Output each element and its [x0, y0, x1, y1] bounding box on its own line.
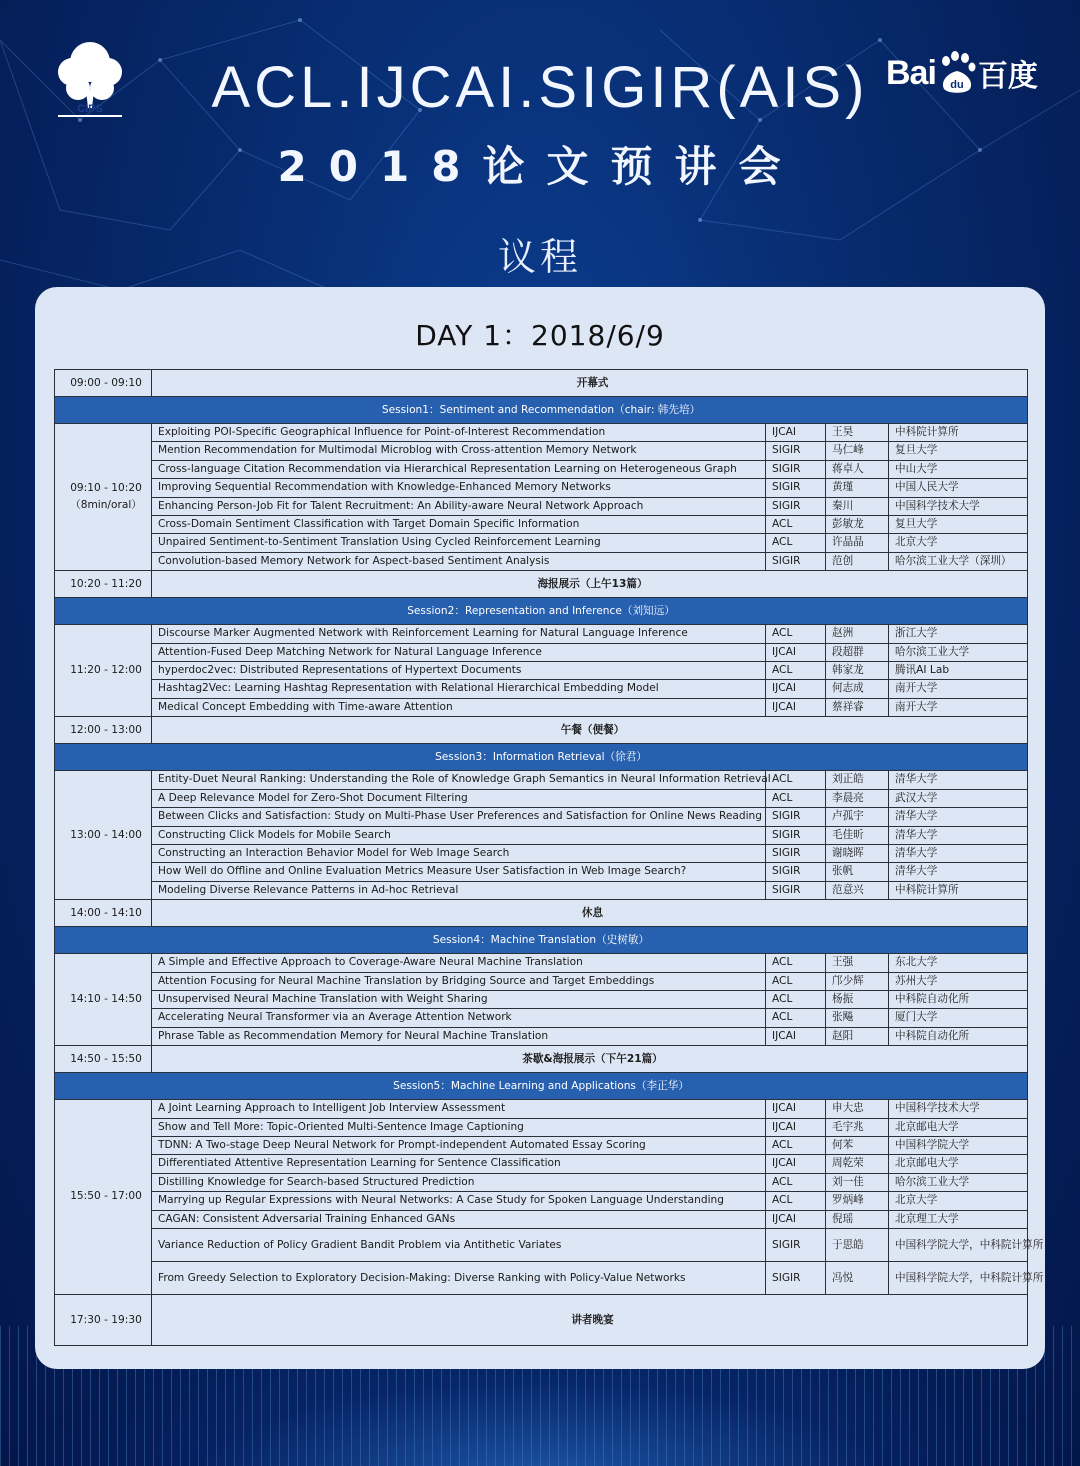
- paper-affiliation: 复旦大学: [889, 442, 1028, 460]
- paper-row: [55, 808, 1028, 826]
- session-time-note: （8min/oral）: [70, 499, 142, 512]
- paper-affiliation: 复旦大学: [889, 516, 1028, 534]
- paper-row: [55, 442, 1028, 460]
- paper-row: [55, 1155, 1028, 1173]
- session-header-session2: [55, 598, 1028, 625]
- paper-title: Marrying up Regular Expressions with Neural Networks: A Case Study for Spoken Language Understanding: [152, 1192, 766, 1210]
- paper-title: Variance Reduction of Policy Gradient Bandit Problem via Antithetic Variates: [152, 1229, 766, 1262]
- paper-row: [55, 863, 1028, 881]
- paper-venue: SIGIR: [766, 479, 826, 497]
- paper-speaker: 马仁峰: [826, 442, 889, 460]
- event-label: 讲者晚宴: [152, 1295, 1028, 1346]
- paper-row: [55, 662, 1028, 680]
- schedule-row-poster1: [55, 571, 1028, 598]
- paper-speaker: 黄瑾: [826, 479, 889, 497]
- paper-title: Convolution-based Memory Network for Aspect-based Sentiment Analysis: [152, 552, 766, 570]
- paper-venue: ACL: [766, 534, 826, 552]
- time-cell: 14:50 - 15:50: [55, 1046, 152, 1073]
- paper-speaker: 赵洲: [826, 625, 889, 643]
- time-cell: [55, 954, 152, 1046]
- paper-affiliation: 清华大学: [889, 808, 1028, 826]
- paper-venue: ACL: [766, 1136, 826, 1154]
- paper-affiliation: 中国人民大学: [889, 479, 1028, 497]
- paper-speaker: 许晶晶: [826, 534, 889, 552]
- paper-row: [55, 552, 1028, 570]
- paper-title: Enhancing Person-Job Fit for Talent Recruitment: An Ability-aware Neural Network Approach: [152, 497, 766, 515]
- paper-speaker: 周乾荣: [826, 1155, 889, 1173]
- agenda-heading: 议程: [497, 235, 582, 279]
- paper-title: Improving Sequential Recommendation with Knowledge-Enhanced Memory Networks: [152, 479, 766, 497]
- paper-row: [55, 990, 1028, 1008]
- paper-speaker: 刘一佳: [826, 1173, 889, 1191]
- paper-venue: ACL: [766, 1192, 826, 1210]
- event-label: 午餐（便餐）: [152, 717, 1028, 744]
- paper-title: Discourse Marker Augmented Network with Reinforcement Learning for Natural Language Inference: [152, 625, 766, 643]
- paper-title: Unpaired Sentiment-to-Sentiment Translation Using Cycled Reinforcement Learning: [152, 534, 766, 552]
- paper-title: Attention Focusing for Neural Machine Translation by Bridging Source and Target Embeddings: [152, 972, 766, 990]
- paper-row: [55, 625, 1028, 643]
- time-cell: [55, 424, 152, 571]
- paper-speaker: 李晨亮: [826, 789, 889, 807]
- paper-venue: IJCAI: [766, 1155, 826, 1173]
- paper-title: A Simple and Effective Approach to Coverage-Aware Neural Machine Translation: [152, 954, 766, 972]
- paper-venue: ACL: [766, 662, 826, 680]
- paper-speaker: 韩家龙: [826, 662, 889, 680]
- paper-title: Show and Tell More: Topic-Oriented Multi-Sentence Image Captioning: [152, 1118, 766, 1136]
- paper-affiliation: 中科院自动化所: [889, 1027, 1028, 1045]
- session-title: Session1：Sentiment and Recommendation（chair: 韩先培）: [55, 397, 1028, 424]
- paper-title: Modeling Diverse Relevance Patterns in Ad-hoc Retrieval: [152, 881, 766, 899]
- paper-venue: ACL: [766, 954, 826, 972]
- session-header-session1: [55, 397, 1028, 424]
- time-cell: 17:30 - 19:30: [55, 1295, 152, 1346]
- paper-venue: ACL: [766, 990, 826, 1008]
- paper-venue: SIGIR: [766, 1262, 826, 1295]
- paper-speaker: 何苯: [826, 1136, 889, 1154]
- paper-affiliation: 北京邮电大学: [889, 1118, 1028, 1136]
- session-time: 11:20 - 12:00: [70, 664, 142, 677]
- paper-title: Cross-Domain Sentiment Classification with Target Domain Specific Information: [152, 516, 766, 534]
- paper-affiliation: 北京理工大学: [889, 1210, 1028, 1228]
- paper-title: Mention Recommendation for Multimodal Microblog with Cross-attention Memory Network: [152, 442, 766, 460]
- session-title: Session3：Information Retrieval（徐君）: [55, 744, 1028, 771]
- paper-title: Exploiting POI-Specific Geographical Influence for Point-of-Interest Recommendation: [152, 424, 766, 442]
- paper-row: [55, 497, 1028, 515]
- paper-affiliation: 清华大学: [889, 826, 1028, 844]
- paper-speaker: 王强: [826, 954, 889, 972]
- paper-speaker: 赵阳: [826, 1027, 889, 1045]
- paper-title: Medical Concept Embedding with Time-aware Attention: [152, 698, 766, 716]
- paper-affiliation: 中山大学: [889, 460, 1028, 478]
- paper-title: Unsupervised Neural Machine Translation with Weight Sharing: [152, 990, 766, 1008]
- paper-affiliation: 清华大学: [889, 863, 1028, 881]
- paper-title: Constructing an Interaction Behavior Model for Web Image Search: [152, 844, 766, 862]
- paper-row: [55, 1262, 1028, 1295]
- paper-venue: IJCAI: [766, 1027, 826, 1045]
- paper-row: [55, 643, 1028, 661]
- event-title: ACL.IJCAI.SIGIR(AIS): [211, 55, 869, 120]
- paper-row: [55, 1210, 1028, 1228]
- event-label: 休息: [152, 900, 1028, 927]
- paper-row: [55, 1009, 1028, 1027]
- session-time: 13:00 - 14:00: [70, 828, 142, 841]
- session-header-session4: [55, 927, 1028, 954]
- paper-venue: IJCAI: [766, 1118, 826, 1136]
- baidu-logo-cn: 百度: [977, 59, 1038, 94]
- paper-speaker: 罗炳峰: [826, 1192, 889, 1210]
- event-label: 茶歇&海报展示（下午21篇）: [152, 1046, 1028, 1073]
- paper-affiliation: 北京大学: [889, 1192, 1028, 1210]
- paper-title: hyperdoc2vec: Distributed Representations of Hypertext Documents: [152, 662, 766, 680]
- paper-affiliation: 哈尔滨工业大学: [889, 643, 1028, 661]
- paper-title: Hashtag2Vec: Learning Hashtag Representation with Relational Hierarchical Embedding Model: [152, 680, 766, 698]
- paper-venue: SIGIR: [766, 863, 826, 881]
- paper-affiliation: 中国科学院大学: [889, 1136, 1028, 1154]
- paper-row: [55, 460, 1028, 478]
- paper-affiliation: 南开大学: [889, 698, 1028, 716]
- schedule-row-dinner: [55, 1295, 1028, 1346]
- schedule-row-break1: [55, 900, 1028, 927]
- paper-venue: ACL: [766, 1009, 826, 1027]
- paper-speaker: 杨振: [826, 990, 889, 1008]
- paper-row: [55, 479, 1028, 497]
- paper-speaker: 蔡祥睿: [826, 698, 889, 716]
- time-cell: 09:00 - 09:10: [55, 370, 152, 397]
- paper-title: Attention-Fused Deep Matching Network for Natural Language Inference: [152, 643, 766, 661]
- paper-row: [55, 1229, 1028, 1262]
- paper-title: Phrase Table as Recommendation Memory for Neural Machine Translation: [152, 1027, 766, 1045]
- paper-venue: ACL: [766, 1173, 826, 1191]
- paper-title: Cross-language Citation Recommendation via Hierarchical Representation Learning on Heterogeneous Graph: [152, 460, 766, 478]
- paper-venue: SIGIR: [766, 844, 826, 862]
- paper-title: A Deep Relevance Model for Zero-Shot Document Filtering: [152, 789, 766, 807]
- schedule-row-lunch: [55, 717, 1028, 744]
- paper-title: Between Clicks and Satisfaction: Study on Multi-Phase User Preferences and Satisfaction for Online News Reading: [152, 808, 766, 826]
- paper-venue: ACL: [766, 771, 826, 789]
- paper-affiliation: 中国科学技术大学: [889, 497, 1028, 515]
- session-header-session5: [55, 1073, 1028, 1100]
- session-time: 09:10 - 10:20: [70, 481, 142, 494]
- session-time: 14:10 - 14:50: [70, 992, 142, 1005]
- paper-venue: IJCAI: [766, 698, 826, 716]
- paper-speaker: 冯悦: [826, 1262, 889, 1295]
- paper-affiliation: 中国科学技术大学: [889, 1100, 1028, 1118]
- paper-venue: ACL: [766, 516, 826, 534]
- paper-speaker: 秦川: [826, 497, 889, 515]
- paper-affiliation: 哈尔滨工业大学（深圳）: [889, 552, 1028, 570]
- paper-venue: IJCAI: [766, 643, 826, 661]
- day-title: DAY 1：2018/6/9: [415, 319, 665, 352]
- agenda-table: [54, 369, 1044, 1346]
- paper-venue: SIGIR: [766, 552, 826, 570]
- paper-affiliation: 清华大学: [889, 844, 1028, 862]
- paper-speaker: 卢孤宇: [826, 808, 889, 826]
- time-cell: [55, 771, 152, 900]
- paper-affiliation: 南开大学: [889, 680, 1028, 698]
- paper-title: Accelerating Neural Transformer via an Average Attention Network: [152, 1009, 766, 1027]
- paper-row: [55, 1118, 1028, 1136]
- paper-speaker: 邝少辉: [826, 972, 889, 990]
- paper-row: [55, 771, 1028, 789]
- paper-row: [55, 698, 1028, 716]
- paper-row: [55, 954, 1028, 972]
- paper-title: TDNN: A Two-stage Deep Neural Network for Prompt-independent Automated Essay Scoring: [152, 1136, 766, 1154]
- paper-row: [55, 1100, 1028, 1118]
- paper-row: [55, 881, 1028, 899]
- paper-title: Distilling Knowledge for Search-based Structured Prediction: [152, 1173, 766, 1191]
- paper-speaker: 蒋卓人: [826, 460, 889, 478]
- paper-venue: SIGIR: [766, 881, 826, 899]
- paper-venue: ACL: [766, 625, 826, 643]
- paper-row: [55, 1136, 1028, 1154]
- paper-venue: IJCAI: [766, 680, 826, 698]
- paper-title: From Greedy Selection to Exploratory Decision-Making: Diverse Ranking with Policy-Value Networks: [152, 1262, 766, 1295]
- paper-speaker: 毛佳昕: [826, 826, 889, 844]
- paper-speaker: 毛宇兆: [826, 1118, 889, 1136]
- paper-affiliation: 厦门大学: [889, 1009, 1028, 1027]
- paper-affiliation: 腾讯AI Lab: [889, 662, 1028, 680]
- baidu-logo-bai: Bai: [886, 53, 936, 92]
- paper-speaker: 范创: [826, 552, 889, 570]
- paper-venue: IJCAI: [766, 1210, 826, 1228]
- schedule-row-poster2: [55, 1046, 1028, 1073]
- session-title: Session5：Machine Learning and Applications（李正华）: [55, 1073, 1028, 1100]
- paper-affiliation: 中科院计算所: [889, 424, 1028, 442]
- paper-title: CAGAN: Consistent Adversarial Training Enhanced GANs: [152, 1210, 766, 1228]
- paper-row: [55, 789, 1028, 807]
- schedule-row-opening: [55, 370, 1028, 397]
- paper-row: [55, 1027, 1028, 1045]
- paper-speaker: 范意兴: [826, 881, 889, 899]
- paper-row: [55, 844, 1028, 862]
- paper-speaker: 于思皓: [826, 1229, 889, 1262]
- paper-affiliation: 中科院自动化所: [889, 990, 1028, 1008]
- session-title: Session2：Representation and Inference（刘知远）: [55, 598, 1028, 625]
- paper-row: [55, 1192, 1028, 1210]
- paper-venue: SIGIR: [766, 826, 826, 844]
- paper-speaker: 彭敏龙: [826, 516, 889, 534]
- paper-affiliation: 中科院计算所: [889, 881, 1028, 899]
- time-cell: [55, 1100, 152, 1295]
- paper-speaker: 张帆: [826, 863, 889, 881]
- time-cell: 14:00 - 14:10: [55, 900, 152, 927]
- paper-affiliation: 哈尔滨工业大学: [889, 1173, 1028, 1191]
- paper-title: Differentiated Attentive Representation Learning for Sentence Classification: [152, 1155, 766, 1173]
- paper-affiliation: 中国科学院大学，中科院计算所: [889, 1262, 1028, 1295]
- paper-row: [55, 534, 1028, 552]
- paper-speaker: 申大忠: [826, 1100, 889, 1118]
- cips-logo-text: CIPS: [77, 103, 103, 115]
- paper-speaker: 刘正皓: [826, 771, 889, 789]
- time-cell: 10:20 - 11:20: [55, 571, 152, 598]
- paper-affiliation: 北京邮电大学: [889, 1155, 1028, 1173]
- baidu-paw-du: du: [950, 79, 964, 91]
- paper-venue: SIGIR: [766, 497, 826, 515]
- paper-speaker: 张飚: [826, 1009, 889, 1027]
- paper-venue: SIGIR: [766, 442, 826, 460]
- paper-affiliation: 北京大学: [889, 534, 1028, 552]
- paper-affiliation: 武汉大学: [889, 789, 1028, 807]
- paper-title: A Joint Learning Approach to Intelligent Job Interview Assessment: [152, 1100, 766, 1118]
- session-title: Session4：Machine Translation（史树敏）: [55, 927, 1028, 954]
- paper-speaker: 倪瑶: [826, 1210, 889, 1228]
- agenda-body: [55, 370, 1044, 1346]
- paper-row: [55, 424, 1028, 442]
- paper-venue: ACL: [766, 789, 826, 807]
- paper-speaker: 何志成: [826, 680, 889, 698]
- paper-row: [55, 516, 1028, 534]
- paper-venue: IJCAI: [766, 424, 826, 442]
- paper-speaker: 王昊: [826, 424, 889, 442]
- session-time: 15:50 - 17:00: [70, 1190, 142, 1203]
- event-subtitle: 2018论文预讲会: [277, 142, 803, 191]
- event-label: 海报展示（上午13篇）: [152, 571, 1028, 598]
- paper-venue: SIGIR: [766, 460, 826, 478]
- paper-speaker: 段超群: [826, 643, 889, 661]
- paper-venue: SIGIR: [766, 1229, 826, 1262]
- paper-row: [55, 972, 1028, 990]
- paper-venue: IJCAI: [766, 1100, 826, 1118]
- paper-affiliation: 浙江大学: [889, 625, 1028, 643]
- paper-affiliation: 清华大学: [889, 771, 1028, 789]
- paper-title: Entity-Duet Neural Ranking: Understanding the Role of Knowledge Graph Semantics in Neural Information Retrieval: [152, 771, 766, 789]
- paper-title: Constructing Click Models for Mobile Search: [152, 826, 766, 844]
- time-cell: [55, 625, 152, 717]
- paper-title: How Well do Offline and Online Evaluation Metrics Measure User Satisfaction in Web Image Search?: [152, 863, 766, 881]
- event-label: 开幕式: [152, 370, 1028, 397]
- paper-speaker: 谢晓晖: [826, 844, 889, 862]
- paper-affiliation: 苏州大学: [889, 972, 1028, 990]
- session-header-session3: [55, 744, 1028, 771]
- paper-row: [55, 826, 1028, 844]
- paper-affiliation: 中国科学院大学，中科院计算所: [889, 1229, 1028, 1262]
- paper-affiliation: 东北大学: [889, 954, 1028, 972]
- paper-row: [55, 1173, 1028, 1191]
- time-cell: 12:00 - 13:00: [55, 717, 152, 744]
- paper-venue: SIGIR: [766, 808, 826, 826]
- paper-row: [55, 680, 1028, 698]
- paper-venue: ACL: [766, 972, 826, 990]
